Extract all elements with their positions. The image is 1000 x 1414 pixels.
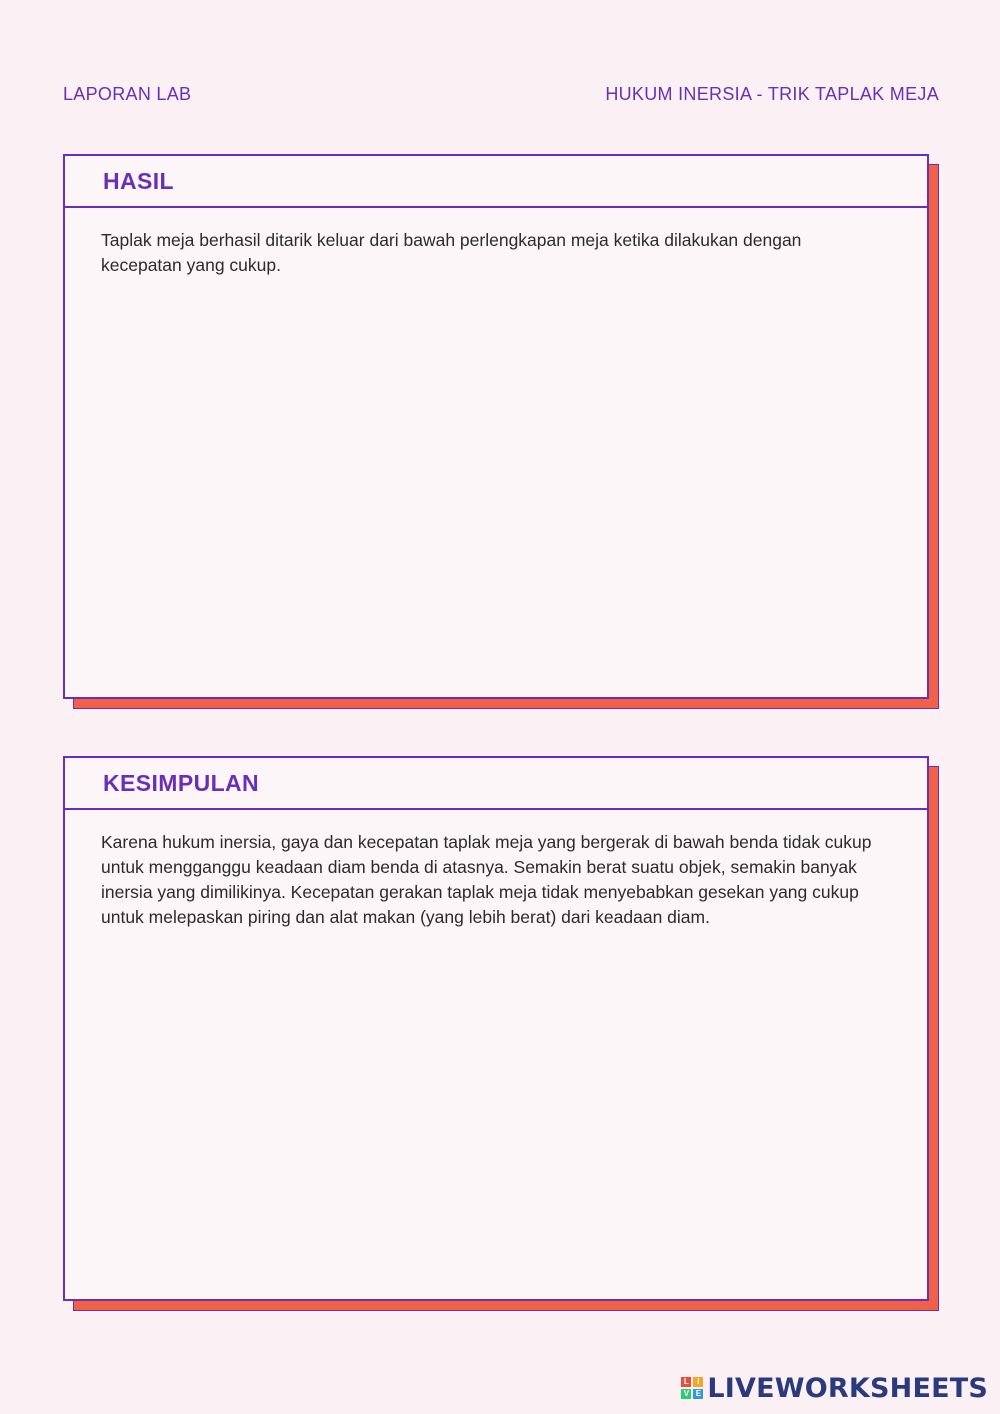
- hasil-text: Taplak meja berhasil ditarik keluar dari bawah perlengkapan meja ketika dilakukan dengan kecepatan yang cukup.: [101, 230, 802, 275]
- hasil-title: HASIL: [103, 167, 174, 194]
- logo-letter-i: I: [693, 1377, 703, 1387]
- kesimpulan-card-header: [65, 758, 927, 810]
- header-right-label: HUKUM INERSIA - TRIK TAPLAK MEJA: [605, 83, 939, 104]
- logo-letter-e: E: [693, 1389, 703, 1399]
- liveworksheets-brand[interactable]: [681, 1370, 988, 1406]
- kesimpulan-text: Karena hukum inersia, gaya dan kecepatan taplak meja yang bergerak di bawah benda tidak cukup untuk mengganggu keadaan diam benda di atasnya. Semakin berat suatu objek, semakin banyak inersia yang dimilikinya. Kecepatan gerakan taplak meja tidak menyebabkan gesekan yang cukup untuk melepaskan piring dan alat makan (yang lebih berat) dari keadaan diam.: [101, 832, 872, 927]
- logo-letter-v: V: [681, 1389, 691, 1399]
- hasil-card-header: [65, 156, 927, 208]
- kesimpulan-title: KESIMPULAN: [103, 769, 260, 796]
- header-left-label: LAPORAN LAB: [63, 83, 192, 104]
- hasil-section: [63, 154, 929, 699]
- liveworksheets-logo-icon: [681, 1377, 703, 1399]
- page-header: [63, 82, 939, 106]
- logo-letter-l: L: [681, 1377, 691, 1387]
- kesimpulan-card: [63, 756, 929, 1301]
- liveworksheets-wordmark: LIVEWORKSHEETS: [707, 1372, 988, 1404]
- hasil-card: [63, 154, 929, 699]
- kesimpulan-section: [63, 756, 929, 1301]
